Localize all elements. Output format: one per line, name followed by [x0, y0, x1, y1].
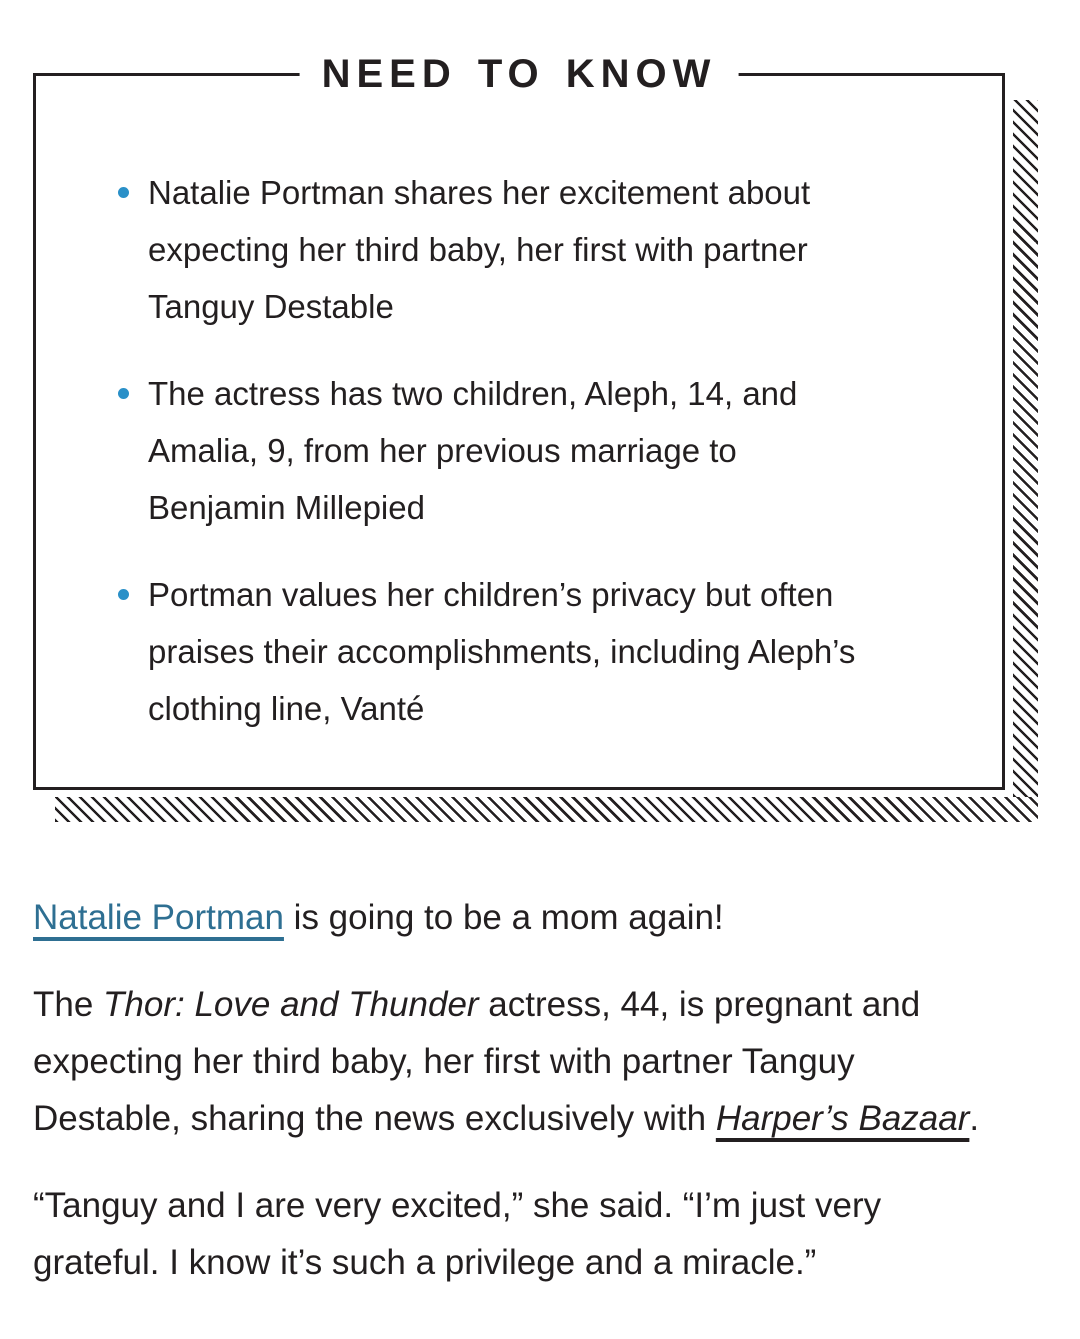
bullet-line: clothing line, Vanté	[148, 690, 425, 727]
hatch-shadow-bottom	[55, 797, 1038, 822]
quote-text: “Tanguy and I are very excited,” she said. “I’m just very	[33, 1186, 882, 1225]
paragraph-quote	[33, 1177, 1047, 1291]
bullet-item	[148, 566, 993, 737]
article-body	[33, 889, 1047, 1291]
news-text: Destable, sharing the news exclusively with	[33, 1099, 716, 1138]
bullet-line: The actress has two children, Aleph, 14, and	[148, 375, 798, 412]
hatch-shadow-right	[1013, 100, 1038, 797]
news-text: actress, 44, is pregnant and	[478, 985, 921, 1024]
bullet-line: praises their accomplishments, including Aleph’s	[148, 633, 856, 670]
need-to-know-box	[33, 52, 1005, 790]
bullet-line: Benjamin Millepied	[148, 489, 425, 526]
paragraph-intro	[33, 889, 1047, 946]
bullet-dot-icon	[118, 388, 129, 399]
quote-text: grateful. I know it’s such a privilege and a miracle.”	[33, 1243, 817, 1282]
bullet-line: expecting her third baby, her first with partner	[148, 231, 808, 268]
bullet-list	[148, 164, 993, 767]
bullet-line: Tanguy Destable	[148, 288, 394, 325]
bullet-dot-icon	[118, 589, 129, 600]
movie-title-text: Thor: Love and Thunder	[103, 985, 479, 1024]
bullet-line: Amalia, 9, from her previous marriage to	[148, 432, 737, 469]
bullet-item	[148, 365, 993, 536]
bullet-dot-icon	[118, 187, 129, 198]
bullet-line: Natalie Portman shares her excitement about	[148, 174, 811, 211]
news-text: .	[969, 1099, 980, 1138]
harpers-bazaar-link[interactable]: Harper’s Bazaar	[715, 1099, 970, 1138]
paragraph-intro-text: is going to be a mom again!	[283, 898, 724, 937]
need-to-know-title: NEED TO KNOW	[300, 50, 739, 98]
news-text: expecting her third baby, her first with partner Tanguy	[33, 1042, 855, 1081]
news-text: The	[33, 985, 104, 1024]
natalie-portman-link[interactable]: Natalie Portman	[33, 898, 284, 937]
paragraph-news	[33, 976, 1047, 1147]
bullet-line: Portman values her children’s privacy but often	[148, 576, 834, 613]
bullet-item	[148, 164, 993, 335]
